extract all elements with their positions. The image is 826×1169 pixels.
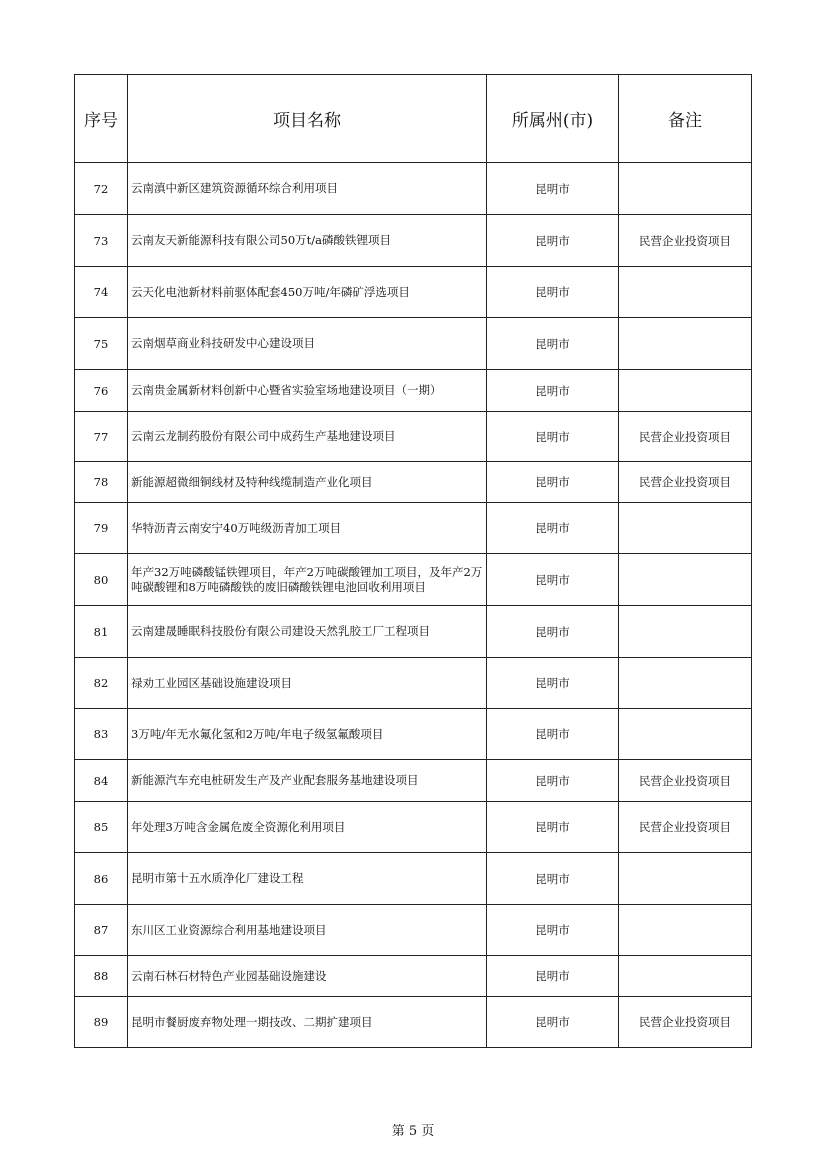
remarks-cell: 民营企业投资项目 (619, 997, 752, 1048)
remarks-cell (619, 853, 752, 905)
table-row (75, 318, 752, 370)
page-number: 第 5 页 (391, 1124, 435, 1139)
remarks-cell (619, 267, 752, 318)
project-name-cell: 东川区工业资源综合利用基地建设项目 (128, 905, 487, 956)
project-name-cell: 禄劝工业园区基础设施建设项目 (128, 658, 487, 709)
prefecture-cell: 昆明市 (487, 215, 619, 267)
remarks-cell (619, 905, 752, 956)
serial-number-cell: 75 (75, 318, 128, 370)
remarks-cell (619, 370, 752, 412)
prefecture-cell: 昆明市 (487, 709, 619, 760)
project-name-cell: 昆明市餐厨废弃物处理一期技改、二期扩建项目 (128, 997, 487, 1048)
serial-number-cell: 72 (75, 163, 128, 215)
remarks-cell: 民营企业投资项目 (619, 760, 752, 802)
table-row (75, 802, 752, 853)
project-name-cell: 云南建晟睡眠科技股份有限公司建设天然乳胶工厂工程项目 (128, 606, 487, 658)
table-row (75, 503, 752, 554)
serial-number-cell: 74 (75, 267, 128, 318)
prefecture-cell: 昆明市 (487, 802, 619, 853)
remarks-cell (619, 606, 752, 658)
project-name-cell: 华特沥青云南安宁40万吨级沥青加工项目 (128, 503, 487, 554)
serial-number-cell: 89 (75, 997, 128, 1048)
prefecture-cell: 昆明市 (487, 956, 619, 997)
table-row (75, 412, 752, 462)
prefecture-cell: 昆明市 (487, 606, 619, 658)
remarks-cell (619, 163, 752, 215)
prefecture-cell: 昆明市 (487, 658, 619, 709)
remarks-cell: 民营企业投资项目 (619, 412, 752, 462)
project-name-cell: 新能源超微细铜线材及特种线缆制造产业化项目 (128, 462, 487, 503)
header-project-name: 项目名称 (128, 75, 487, 163)
prefecture-cell: 昆明市 (487, 503, 619, 554)
table-row (75, 760, 752, 802)
serial-number-cell: 73 (75, 215, 128, 267)
serial-number-cell: 79 (75, 503, 128, 554)
serial-number-cell: 77 (75, 412, 128, 462)
serial-number-cell: 81 (75, 606, 128, 658)
project-name-cell: 3万吨/年无水氟化氢和2万吨/年电子级氢氟酸项目 (128, 709, 487, 760)
prefecture-cell: 昆明市 (487, 997, 619, 1048)
serial-number-cell: 85 (75, 802, 128, 853)
serial-number-cell: 87 (75, 905, 128, 956)
serial-number-cell: 88 (75, 956, 128, 997)
project-name-cell: 年产32万吨磷酸锰铁锂项目，年产2万吨碳酸锂加工项目，及年产2万吨碳酸锂和8万吨磷酸铁的废旧磷酸铁锂电池回收利用项目 (128, 554, 487, 606)
remarks-cell: 民营企业投资项目 (619, 462, 752, 503)
remarks-cell (619, 658, 752, 709)
prefecture-cell: 昆明市 (487, 853, 619, 905)
table-header-row (75, 75, 752, 163)
project-name-cell: 新能源汽车充电桩研发生产及产业配套服务基地建设项目 (128, 760, 487, 802)
prefecture-cell: 昆明市 (487, 412, 619, 462)
prefecture-cell: 昆明市 (487, 267, 619, 318)
project-table (74, 74, 752, 1048)
serial-number-cell: 76 (75, 370, 128, 412)
table-row (75, 606, 752, 658)
table-row (75, 853, 752, 905)
table-row (75, 997, 752, 1048)
project-name-cell: 云南友天新能源科技有限公司50万t/a磷酸铁锂项目 (128, 215, 487, 267)
remarks-cell (619, 318, 752, 370)
serial-number-cell: 80 (75, 554, 128, 606)
project-name-cell: 云南烟草商业科技研发中心建设项目 (128, 318, 487, 370)
remarks-cell: 民营企业投资项目 (619, 215, 752, 267)
table-row (75, 956, 752, 997)
remarks-cell (619, 709, 752, 760)
table-row (75, 163, 752, 215)
header-serial-number: 序号 (75, 75, 128, 163)
table-row (75, 658, 752, 709)
remarks-cell (619, 503, 752, 554)
project-name-cell: 云天化电池新材料前驱体配套450万吨/年磷矿浮选项目 (128, 267, 487, 318)
prefecture-cell: 昆明市 (487, 760, 619, 802)
table-row (75, 554, 752, 606)
header-remarks: 备注 (619, 75, 752, 163)
prefecture-cell: 昆明市 (487, 462, 619, 503)
header-prefecture: 所属州(市) (487, 75, 619, 163)
prefecture-cell: 昆明市 (487, 554, 619, 606)
project-name-cell: 云南石林石材特色产业园基础设施建设 (128, 956, 487, 997)
serial-number-cell: 84 (75, 760, 128, 802)
table-row (75, 267, 752, 318)
prefecture-cell: 昆明市 (487, 370, 619, 412)
serial-number-cell: 78 (75, 462, 128, 503)
table-row (75, 905, 752, 956)
project-name-cell: 年处理3万吨含金属危废全资源化利用项目 (128, 802, 487, 853)
table-row (75, 462, 752, 503)
table-row (75, 709, 752, 760)
serial-number-cell: 86 (75, 853, 128, 905)
project-name-cell: 昆明市第十五水质净化厂建设工程 (128, 853, 487, 905)
table-row (75, 370, 752, 412)
serial-number-cell: 82 (75, 658, 128, 709)
prefecture-cell: 昆明市 (487, 318, 619, 370)
prefecture-cell: 昆明市 (487, 163, 619, 215)
prefecture-cell: 昆明市 (487, 905, 619, 956)
project-name-cell: 云南滇中新区建筑资源循环综合利用项目 (128, 163, 487, 215)
remarks-cell (619, 956, 752, 997)
table-row (75, 215, 752, 267)
project-name-cell: 云南云龙制药股份有限公司中成药生产基地建设项目 (128, 412, 487, 462)
project-name-cell: 云南贵金属新材料创新中心暨省实验室场地建设项目（一期） (128, 370, 487, 412)
remarks-cell: 民营企业投资项目 (619, 802, 752, 853)
serial-number-cell: 83 (75, 709, 128, 760)
remarks-cell (619, 554, 752, 606)
